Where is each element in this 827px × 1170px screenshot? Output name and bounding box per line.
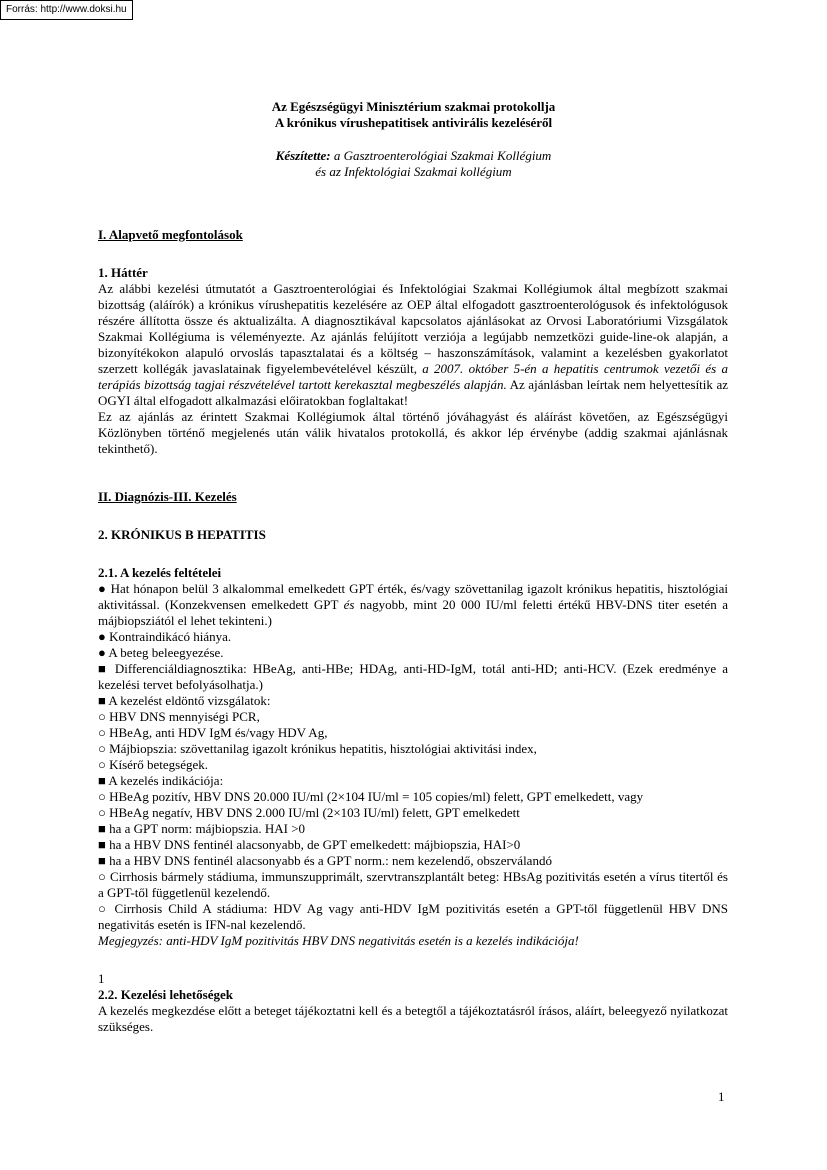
treatment-options-heading: 2.2. Kezelési lehetőségek [98,987,234,1002]
prepared-by-line2: és az Infektológiai Szakmai kollégium [315,164,512,179]
list-item: ■ A kezelés indikációja: [98,773,224,788]
background-heading: 1. Háttér [98,265,148,280]
conditions-heading: 2.1. A kezelés feltételei [98,565,222,580]
footnote-marker: 1 [98,971,105,986]
list-item: ■ ha a HBV DNS fentinél alacsonyabb, de GPT emelkedett: májbiopszia, HAI>0 [98,837,521,852]
list-item: ○ HBeAg negatív, HBV DNS 2.000 IU/ml (2×103 IU/ml) felett, GPT emelkedett [98,805,520,820]
background-paragraph2: Ez az ajánlás az érintett Szakmai Kollégiumok által történő jóváhagyást és aláírást követően, az Egészségügyi Közlönyben történő megjelenés után válik hivatalos protokollá, és akkor lép érvénybe (addig szakmai ajánlásnak tekinthető). [98,409,728,456]
prepared-by-text: a Gasztroenterológiai Szakmai Kollégium [330,148,552,163]
list-item: ■ ha a GPT norm: májbiopszia. HAI >0 [98,821,306,836]
list-item: ○ HBV DNS mennyiségi PCR, [98,709,260,724]
list-item: ● A beteg beleegyezése. [98,645,224,660]
background-paragraph1: Az alábbi kezelési útmutatót a Gasztroenterológiai és Infektológiai Szakmai Kollégiumok által megbízott szakmai bizottság (aláírók) a krónikus vírushepatitis kezelésére az OEP által elfogadott gasztroenterológusok és infektológusok részére állította össze és aktualizálta. A diagnosztikával kapcsolatos ajánlásokat az Orvosi Laboratóriumi Vizsgálatok Szakmai Kollégiuma is véleményezte. Az ajánlás felújított verziója a legújabb nemzetközi guide-line-ok alapján, a bizonyítékokon alapuló orvoslás tapasztalatai és a költség – haszonszámítások, valamint a kezelésben gyakorlatot szerzett kollégák javaslatainak figyelembevételével készült, a 2007. október 5-én a hepatitis centrumok vezetői és a terápiás bizottság tagjai részvételével tartott kerekasztal megbeszélés alapján. Az ajánlásban leírtak nem helyettesítik az OGYI által elfogadott alkalmazási előiratokban foglaltakat! [98,281,728,408]
document-body [98,227,728,1035]
list-item: ● Kontraindikácó hiánya. [98,629,232,644]
list-item: ■ ha a HBV DNS fentinél alacsonyabb és a GPT norm.: nem kezelendő, obszerválandó [98,853,552,868]
document-title-line1: Az Egészségügyi Minisztérium szakmai protokollja [271,99,556,114]
list-item: ○ Cirrhosis Child A stádiuma: HDV Ag vagy anti-HDV IgM pozitivitás esetén a GPT-től függetlenül HBV DNS negativitás esetén is IFN-nal kezelendő. [98,901,728,932]
section2-heading: II. Diagnózis-III. Kezelés [98,489,237,504]
page-number: 1 [718,1089,725,1104]
list-item: ● Hat hónapon belül 3 alkalommal emelkedett GPT érték, és/vagy szövettanilag igazolt krónikus hepatitis, hisztológiai aktivitással. (Konzekvensen emelkedett GPT és nagyobb, mint 20 000 IU/ml feletti értékű HBV-DNS titer esetén a májbiopsziától el lehet tekinteni.) [98,581,728,628]
prepared-label: Készítette: [275,148,331,163]
list-item: ○ Cirrhosis bármely stádiuma, immunszupprimált, szervtranszplantált beteg: HBsAg pozitivitás esetén a vírus titertől és a GPT-től függetlenül kezelendő. [98,869,728,900]
treatment-options-text: A kezelés megkezdése előtt a beteget tájékoztatni kell és a betegtől a tájékoztatásról írásos, aláírt, beleegyező nyilatkozat szükséges. [98,1003,728,1034]
document-title-line2: A krónikus vírushepatitisek antivirális kezeléséről [274,115,553,130]
list-item: ■ A kezelést eldöntő vizsgálatok: [98,693,271,708]
list-item: ○ HBeAg pozitív, HBV DNS 20.000 IU/ml (2×104 IU/ml = 105 copies/ml) felett, GPT emelkedett, vagy [98,789,644,804]
note: Megjegyzés: anti-HDV IgM pozitivitás HBV DNS negativitás esetén is a kezelés indikációja! [98,933,579,948]
section1-heading: I. Alapvető megfontolások [98,227,243,242]
list-item: ○ HBeAg, anti HDV IgM és/vagy HDV Ag, [98,725,328,740]
list-item: ○ Kísérő betegségek. [98,757,209,772]
list-item: ○ Májbiopszia: szövettanilag igazolt krónikus hepatitis, hisztológiai aktivitási index, [98,741,537,756]
source-label: Forrás: http://www.doksi.hu [0,0,133,20]
prepared-by-line1 [0,148,827,164]
chronic-b-heading: 2. KRÓNIKUS B HEPATITIS [98,527,266,542]
list-item: ■ Differenciáldiagnosztika: HBeAg, anti-HBe; HDAg, anti-HD-IgM, totál anti-HD; anti-HCV. (Ezek eredménye a kezelési tervet befolyásolhatja.) [98,661,728,692]
